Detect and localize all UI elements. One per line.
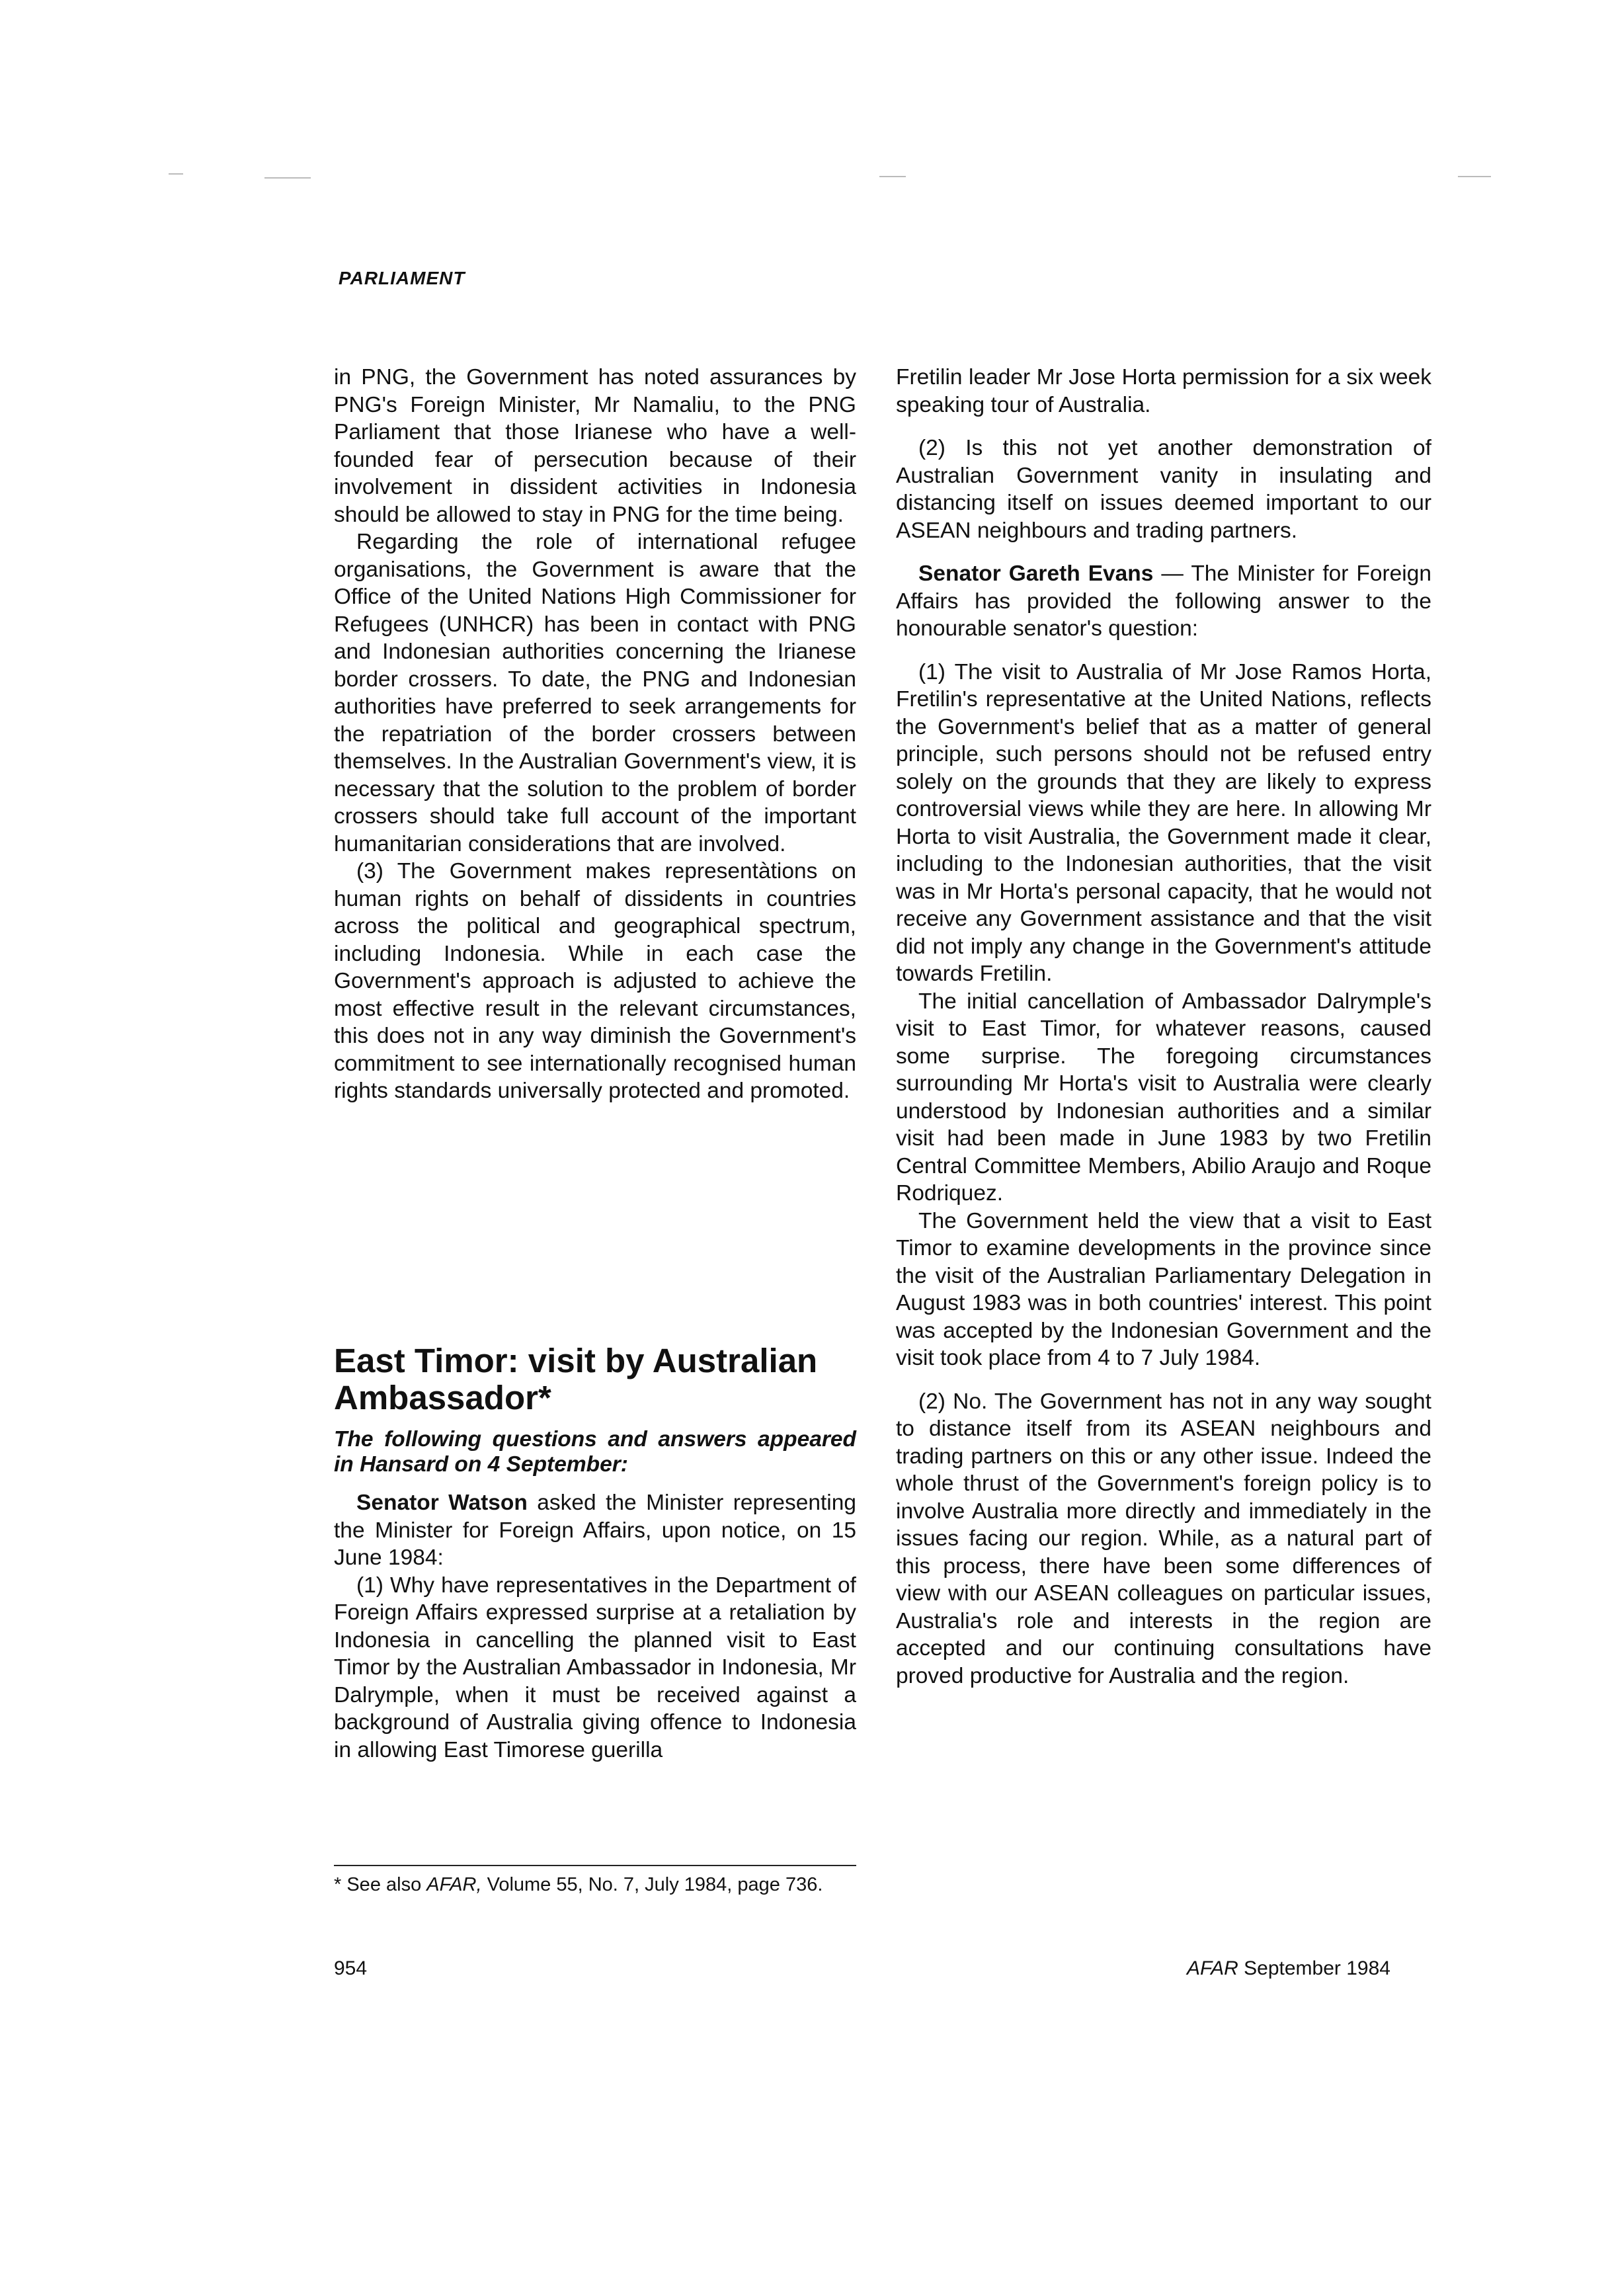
answer-2: (2) No. The Government has not in any way sought to distance itself from its ASEAN neighbours and trading partners on this or any other issue. Indeed the whole thrust of the Government's foreign policy is to involve Australia more directly and immediately in the issues facing our region. While, as a natural part of this process, there have been some differences of view with our ASEAN colleagues on particular issues, Australia's role and interests in the region are accepted and our continuing consultations have proved productive for Australia and the region. [896,1389,1431,1688]
question-lead-text: asked the Minister representing the Minister for Foreign Affairs, upon notice, on 15 June 1984: [334,1491,856,1570]
footnote [334,1873,863,1897]
section-header: PARLIAMENT [339,268,465,288]
paragraph: in PNG, the Government has noted assurances by PNG's Foreign Minister, Mr Namaliu, to the PNG Parliament that those Irianese who have a well-founded fear of persecution because of their involvement in dissident activities in Indonesia should be allowed to stay in PNG for the time being. [334,365,856,527]
page-number: 954 [334,1957,368,1979]
article-title: East Timor: visit by Australian Ambassador* [334,1342,818,1416]
question-lead [334,1489,856,1572]
footnote-divider [334,1865,856,1866]
left-column [334,364,856,1105]
answer-lead-text: — The Minister for Foreign Affairs has provided the following answer to the honourable senator's question: [896,561,1431,641]
speaker-name: Senator Gareth Evans [918,561,1154,586]
answer-1b: The initial cancellation of Ambassador Dalrymple's visit to East Timor, for whatever reasons, caused some surprise. The foregoing circumstances surrounding Mr Horta's visit to Australia were clearly understood by Indonesian authorities and a similar visit had been made in June 1983 by two Fretilin Central Committee Members, Abilio Araujo and Roque Rodriquez. [896,989,1431,1206]
journal-name: AFAR [1187,1957,1238,1979]
paragraph: (3) The Government makes representàtions on human rights on behalf of dissidents in countries across the political and geographical spectrum, including Indonesia. While in each case the Government's approach is adjusted to achieve the most effective result in the relevant circumstances, this does not in any way diminish the Government's commitment to see internationally recognised human rights standards universally protected and promoted. [334,859,856,1103]
answer-1c: The Government held the view that a visit to East Timor to examine developments in the province since the visit of the Australian Parliamentary Delegation in August 1983 was in both countries' interest. This point was accepted by the Indonesian Government and the visit took place from 4 to 7 July 1984. [896,1208,1431,1370]
speaker-name: Senator Watson [356,1491,528,1515]
right-column [896,364,1431,1690]
question-2: (2) Is this not yet another demonstration of Australian Government vanity in insulating and distancing itself on issues deemed important to our ASEAN neighbours and trading partners. [896,436,1431,543]
scan-artifact [264,177,311,179]
question-1-continued: Fretilin leader Mr Jose Horta permission for a six week speaking tour of Australia. [896,365,1431,417]
scan-artifact [169,173,183,175]
scan-artifact [1458,176,1491,177]
journal-footer [1187,1957,1390,1980]
article-intro: The following questions and answers appeared in Hansard on 4 September: [334,1427,856,1477]
footnote-source: AFAR, [426,1874,482,1895]
journal-issue: September 1984 [1244,1957,1390,1979]
footnote-rest: Volume 55, No. 7, July 1984, page 736. [487,1874,823,1895]
footnote-prefix: * See also [334,1874,422,1895]
answer-lead [896,560,1431,643]
question-block [334,1489,856,1764]
paragraph: Regarding the role of international refugee organisations, the Government is aware that the Office of the United Nations High Commissioner for Refugees (UNHCR) has been in contact with PNG and Indonesian authorities concerning the Irianese border crossers. To date, the PNG and Indonesian authorities have preferred to seek arrangements for the repatriation of the border crossers between themselves. In the Australian Government's view, it is necessary that the solution to the problem of border crossers should take full account of the important humanitarian considerations that are involved. [334,530,856,856]
scan-artifact [879,176,906,177]
answer-1: (1) The visit to Australia of Mr Jose Ramos Horta, Fretilin's representative at the United Nations, reflects the Government's belief that as a matter of general principle, such persons should not be refused entry solely on the grounds that they are likely to express controversial views while they are here. In allowing Mr Horta to visit Australia, the Government made it clear, including to the Indonesian authorities, that the visit was in Mr Horta's personal capacity, that he would not receive any Government assistance and that the visit did not imply any change in the Government's attitude towards Fretilin. [896,659,1431,986]
question-1: (1) Why have representatives in the Department of Foreign Affairs expressed surprise at a retaliation by Indonesia in cancelling the planned visit to East Timor by the Australian Ambassador in Indonesia, Mr Dalrymple, when it must be received against a background of Australia giving offence to Indonesia in allowing East Timorese guerilla [334,1573,856,1762]
